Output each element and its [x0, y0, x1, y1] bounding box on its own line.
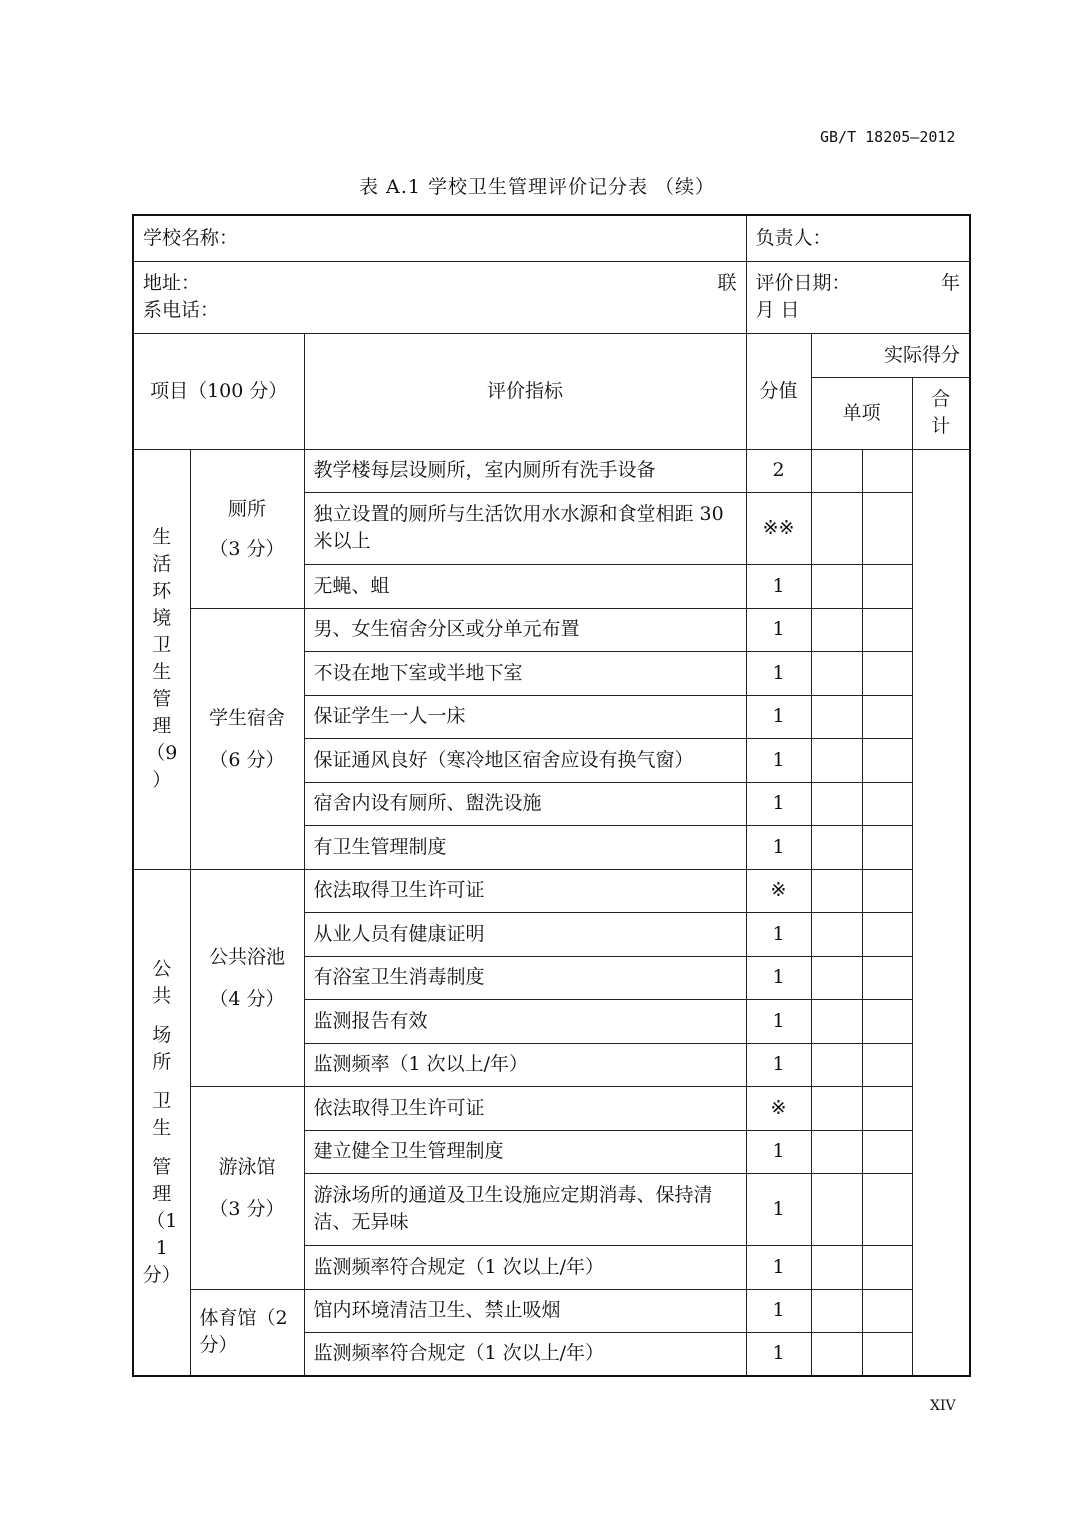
- single-score-cell: [811, 1245, 862, 1289]
- single-score-cell-b: [862, 869, 912, 912]
- single-score-cell-b: [862, 825, 912, 869]
- single-score-cell: [811, 999, 862, 1043]
- eval-date-cell: [746, 261, 970, 333]
- score-cell: 1: [746, 825, 811, 869]
- indicator-cell: 保证学生一人一床: [304, 695, 746, 738]
- single-score-cell-b: [862, 564, 912, 608]
- single-score-cell: [811, 912, 862, 956]
- single-score-cell-b: [862, 738, 912, 782]
- single-score-cell: [811, 956, 862, 999]
- score-cell: 1: [746, 1043, 811, 1086]
- indicator-cell: 监测频率（1 次以上/年）: [304, 1043, 746, 1086]
- single-score-cell: [811, 825, 862, 869]
- header-total: 合 计: [912, 377, 970, 449]
- single-score-cell: [811, 782, 862, 825]
- single-score-cell-b: [862, 999, 912, 1043]
- month-day-label: 月 日: [755, 299, 800, 321]
- contact-label-b: 系电话：: [143, 299, 220, 321]
- single-score-cell: [811, 492, 862, 564]
- indicator-cell: 建立健全卫生管理制度: [304, 1130, 746, 1173]
- header-actual: 实际得分: [811, 333, 970, 377]
- contact-label-a: 联: [717, 272, 737, 294]
- single-score-cell: [811, 651, 862, 695]
- indicator-cell: 监测报告有效: [304, 999, 746, 1043]
- indicator-cell: 男、女生宿舍分区或分单元布置: [304, 608, 746, 651]
- single-score-cell-b: [862, 608, 912, 651]
- score-cell: ※: [746, 1086, 811, 1130]
- subsection-pool: 游泳馆 （3 分）: [190, 1086, 304, 1289]
- address-label: 地址：: [143, 272, 201, 294]
- single-score-cell-b: [862, 1173, 912, 1245]
- address-cell: [133, 261, 746, 333]
- single-score-cell-b: [862, 912, 912, 956]
- evaluation-table: [132, 214, 971, 1377]
- eval-date-label: 评价日期：: [755, 272, 851, 294]
- single-score-cell: [811, 564, 862, 608]
- subsection-dorm: 学生宿舍 （6 分）: [190, 608, 304, 869]
- score-cell: 1: [746, 956, 811, 999]
- score-cell: 1: [746, 651, 811, 695]
- indicator-cell: 游泳场所的通道及卫生设施应定期消毒、保持清洁、无异味: [304, 1173, 746, 1245]
- indicator-cell: 不设在地下室或半地下室: [304, 651, 746, 695]
- indicator-cell: 依法取得卫生许可证: [304, 869, 746, 912]
- subsection-bath: 公共浴池 （4 分）: [190, 869, 304, 1086]
- year-label: 年: [941, 272, 961, 294]
- single-score-cell: [811, 738, 862, 782]
- indicator-cell: 教学楼每层设厕所，室内厕所有洗手设备: [304, 449, 746, 492]
- single-score-cell-b: [862, 492, 912, 564]
- single-score-cell-b: [862, 782, 912, 825]
- indicator-cell: 监测频率符合规定（1 次以上/年）: [304, 1332, 746, 1376]
- single-score-cell: [811, 1086, 862, 1130]
- score-cell: 1: [746, 1245, 811, 1289]
- subsection-gym: 体育馆（2 分）: [190, 1289, 304, 1376]
- subsection-toilet: 厕所 （3 分）: [190, 449, 304, 608]
- score-cell: 1: [746, 1332, 811, 1376]
- single-score-cell-b: [862, 1332, 912, 1376]
- indicator-cell: 监测频率符合规定（1 次以上/年）: [304, 1245, 746, 1289]
- score-cell: 1: [746, 1130, 811, 1173]
- single-score-cell-b: [862, 695, 912, 738]
- single-score-cell: [811, 695, 862, 738]
- header-indicator: 评价指标: [304, 333, 746, 449]
- indicator-cell: 无蝇、蛆: [304, 564, 746, 608]
- school-name-label: 学校名称：: [133, 215, 746, 261]
- indicator-cell: 保证通风良好（寒冷地区宿舍应设有换气窗）: [304, 738, 746, 782]
- single-score-cell-b: [862, 1043, 912, 1086]
- single-score-cell-b: [862, 1289, 912, 1332]
- single-score-cell: [811, 1332, 862, 1376]
- single-score-cell: [811, 608, 862, 651]
- single-score-cell-b: [862, 449, 912, 492]
- single-score-cell-b: [862, 956, 912, 999]
- score-cell: 1: [746, 738, 811, 782]
- indicator-cell: 依法取得卫生许可证: [304, 1086, 746, 1130]
- header-score: 分值: [746, 333, 811, 449]
- score-cell: 1: [746, 1173, 811, 1245]
- single-score-cell: [811, 1289, 862, 1332]
- header-single: 单项: [811, 377, 912, 449]
- score-cell: 2: [746, 449, 811, 492]
- indicator-cell: 宿舍内设有厕所、盥洗设施: [304, 782, 746, 825]
- score-cell: 1: [746, 608, 811, 651]
- section-living: 生 活 环 境 卫 生 管 理 （9 ）: [133, 449, 190, 869]
- person-in-charge-label: 负责人：: [746, 215, 970, 261]
- table-title: 表 A.1 学校卫生管理评价记分表 （续）: [359, 176, 715, 198]
- single-score-cell-b: [862, 1130, 912, 1173]
- score-cell: 1: [746, 695, 811, 738]
- indicator-cell: 独立设置的厕所与生活饮用水水源和食堂相距 30 米以上: [304, 492, 746, 564]
- single-score-cell: [811, 869, 862, 912]
- single-score-cell-b: [862, 1245, 912, 1289]
- indicator-cell: 从业人员有健康证明: [304, 912, 746, 956]
- single-score-cell: [811, 1043, 862, 1086]
- single-score-cell-b: [862, 1086, 912, 1130]
- score-cell: 1: [746, 999, 811, 1043]
- indicator-cell: 有浴室卫生消毒制度: [304, 956, 746, 999]
- score-cell: 1: [746, 1289, 811, 1332]
- single-score-cell: [811, 1130, 862, 1173]
- indicator-cell: 有卫生管理制度: [304, 825, 746, 869]
- header-item: 项目（100 分）: [133, 333, 304, 449]
- score-cell: ※: [746, 869, 811, 912]
- section-public: 公 共 场 所 卫 生 管 理 （1 1 分）: [133, 869, 190, 1376]
- single-score-cell: [811, 1173, 862, 1245]
- indicator-cell: 馆内环境清洁卫生、禁止吸烟: [304, 1289, 746, 1332]
- score-cell: 1: [746, 782, 811, 825]
- score-cell: 1: [746, 912, 811, 956]
- single-score-cell-b: [862, 651, 912, 695]
- standard-code: GB/T 18205—2012: [820, 128, 956, 146]
- score-cell: 1: [746, 564, 811, 608]
- page-number: XIV: [930, 1398, 956, 1414]
- score-cell: ※※: [746, 492, 811, 564]
- single-score-cell: [811, 449, 862, 492]
- total-score-cell: [912, 449, 970, 1376]
